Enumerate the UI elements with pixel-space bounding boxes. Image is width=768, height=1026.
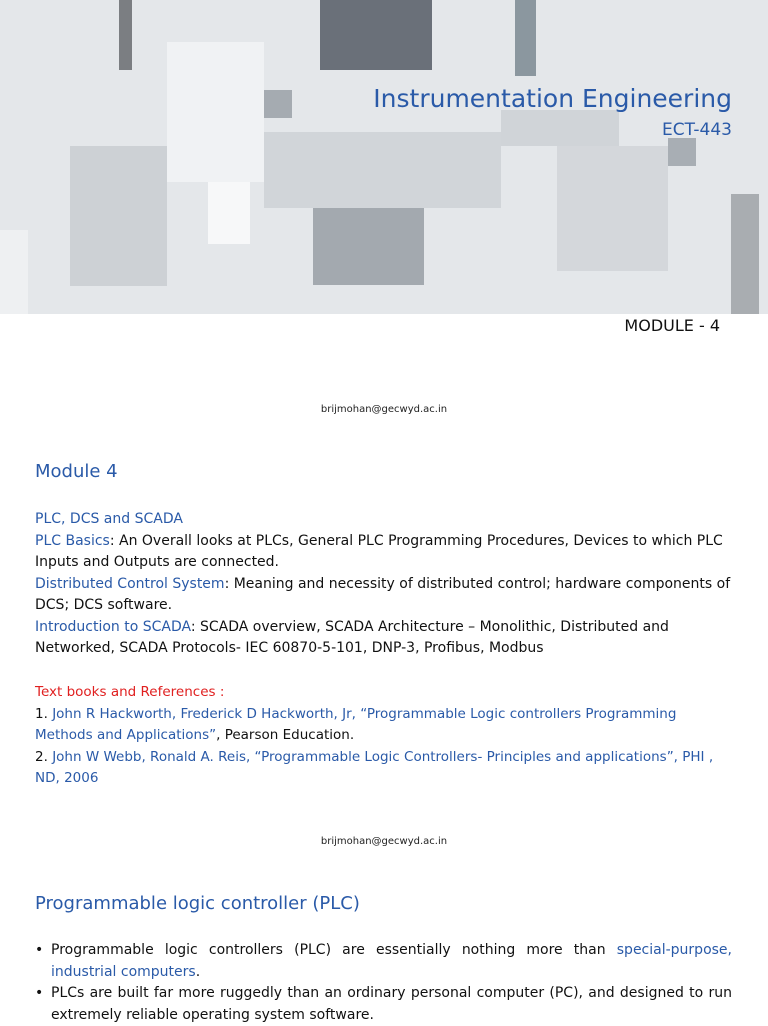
decor-square: [515, 0, 536, 76]
reference-item: [35, 704, 731, 747]
module-label: MODULE - 4: [624, 316, 720, 335]
dcs-text: : Meaning and necessity of distributed control; hardware components of DCS; DCS software.: [35, 575, 731, 613]
decor-square: [119, 0, 132, 70]
scada-label: Introduction to SCADA: [35, 618, 191, 635]
decor-square: [70, 146, 167, 286]
decor-square: [264, 132, 501, 208]
decor-square: [501, 110, 619, 146]
dcs-label: Distributed Control System: [35, 575, 225, 592]
dcs-paragraph: [35, 574, 731, 617]
module-heading: Module 4: [35, 461, 118, 482]
reference-number: 1.: [35, 705, 48, 722]
bullet-tail: .: [195, 963, 201, 980]
plc-heading: Programmable logic controller (PLC): [35, 893, 360, 914]
decor-square: [313, 208, 424, 285]
course-code: ECT-443: [661, 120, 732, 140]
references-heading: Text books and References :: [35, 684, 225, 700]
decor-square: [264, 90, 292, 118]
reference-number: 2.: [35, 748, 48, 765]
reference-item: [35, 747, 731, 790]
decor-square: [167, 42, 264, 182]
decor-square: [320, 0, 432, 70]
plc-basics-paragraph: [35, 531, 731, 574]
plc-basics-label: PLC Basics: [35, 532, 110, 549]
bullet-text: Programmable logic controllers (PLC) are essentially nothing more than: [51, 942, 617, 958]
syllabus-block: [35, 509, 731, 660]
decor-square: [731, 194, 759, 314]
bullet-dot: •: [35, 942, 44, 958]
scada-text: : SCADA overview, SCADA Architecture – Monolithic, Distributed and Networked, SCADA Protocols- IEC 60870-5-101, DNP-3, Profibus, Modbus: [35, 618, 669, 656]
syllabus-topic-line: PLC, DCS and SCADA: [35, 511, 183, 527]
slide1-email[interactable]: brijmohan@gecwyd.ac.in: [320, 404, 448, 415]
decor-square: [208, 182, 250, 244]
decor-square: [668, 138, 696, 166]
title-banner: [0, 0, 768, 314]
references-block: [35, 682, 731, 790]
reference-text: John R Hackworth, Frederick D Hackworth, Jr, “Programmable Logic controllers Programming Methods and Applications”: [35, 705, 677, 743]
bullet-highlight: special-purpose, industrial computers: [51, 942, 732, 980]
plc-basics-text: : An Overall looks at PLCs, General PLC Programming Procedures, Devices to which PLC Inputs and Outputs are connected.: [35, 532, 723, 570]
slide2-email[interactable]: brijmohan@gecwyd.ac.in: [320, 836, 448, 847]
decor-square: [557, 146, 668, 271]
scada-paragraph: [35, 617, 731, 660]
bullet-dot: •: [35, 985, 44, 1001]
presentation-title: Instrumentation Engineering: [373, 84, 732, 113]
plc-bullet-list: [35, 940, 732, 1026]
reference-text: John W Webb, Ronald A. Reis, “Programmable Logic Controllers- Principles and applications”, PHI , ND, 2006: [35, 748, 714, 786]
bullet-item: [35, 983, 732, 1026]
decor-square: [0, 230, 28, 314]
reference-publisher: , Pearson Education.: [216, 727, 355, 743]
bullet-text: PLCs are built far more ruggedly than an ordinary personal computer (PC), and designed to run extremely reliable operating system software.: [51, 985, 732, 1023]
bullet-item: [35, 940, 732, 983]
